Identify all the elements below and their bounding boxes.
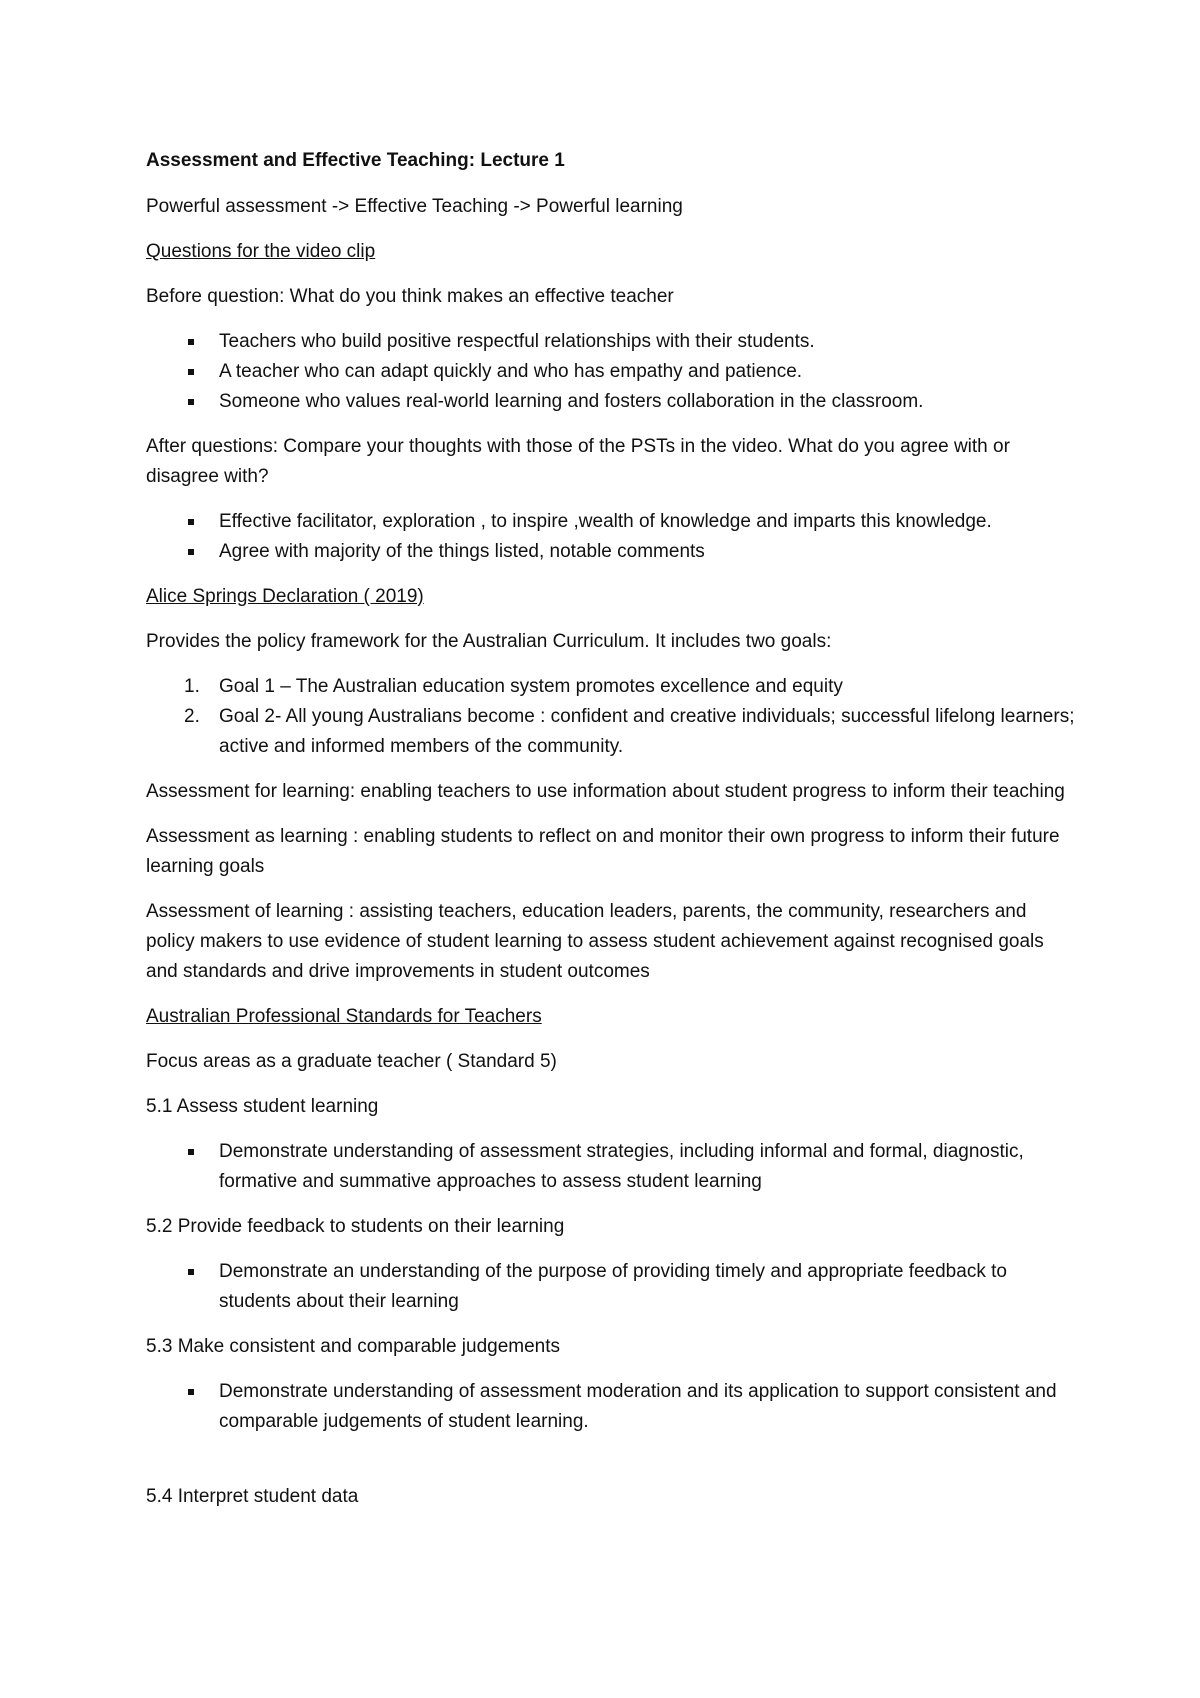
standard-5-1: 5.1 Assess student learning [146,1096,379,1117]
before-question: Before question: What do you think makes an effective teacher [146,286,674,307]
list-item: Teachers who build positive respectful relationships with their students. [146,327,1076,357]
assessment-as-learning: Assessment as learning : enabling students to reflect on and monitor their own progress to inform their future learning goals [146,826,1060,877]
after-question: After questions: Compare your thoughts with those of the PSTs in the video. What do you agree with or disagree with? [146,436,1010,487]
goal-text: Goal 1 – The Australian education system promotes excellence and equity [219,676,843,697]
standard-5-4: 5.4 Interpret student data [146,1486,359,1507]
heading-video-questions: Questions for the video clip [146,241,376,262]
before-question-list [146,327,1076,417]
heading-professional-standards: Australian Professional Standards for Teachers [146,1006,542,1027]
list-number: 1. [184,676,200,697]
standard-5-1-list [146,1137,1076,1197]
document-body [146,146,1076,1527]
alice-springs-text: Provides the policy framework for the Australian Curriculum. It includes two goals: [146,631,832,652]
list-item: Demonstrate understanding of assessment strategies, including informal and formal, diagnostic, formative and summative approaches to assess student learning [146,1137,1076,1197]
spacer [146,1452,1076,1482]
list-item [146,672,1076,702]
list-item: Agree with majority of the things listed, notable comments [146,537,1076,567]
list-item: Demonstrate an understanding of the purpose of providing timely and appropriate feedback to students about their learning [146,1257,1076,1317]
list-item: Effective facilitator, exploration , to inspire ,wealth of knowledge and imparts this knowledge. [146,507,1076,537]
heading-alice-springs: Alice Springs Declaration ( 2019) [146,586,424,607]
list-item [146,702,1076,762]
document-title: Assessment and Effective Teaching: Lecture 1 [146,150,565,171]
standard-5-3-list [146,1377,1076,1437]
list-number: 2. [184,706,200,727]
goal-text: Goal 2- All young Australians become : confident and creative individuals; successful lifelong learners; active and informed members of the community. [219,706,1075,757]
list-item: A teacher who can adapt quickly and who has empathy and patience. [146,357,1076,387]
after-question-list [146,507,1076,567]
assessment-flow-line: Powerful assessment -> Effective Teaching -> Powerful learning [146,196,683,217]
focus-areas: Focus areas as a graduate teacher ( Standard 5) [146,1051,557,1072]
list-item: Someone who values real-world learning and fosters collaboration in the classroom. [146,387,1076,417]
list-item: Demonstrate understanding of assessment moderation and its application to support consistent and comparable judgements of student learning. [146,1377,1076,1437]
assessment-for-learning: Assessment for learning: enabling teachers to use information about student progress to inform their teaching [146,781,1065,802]
standard-5-2: 5.2 Provide feedback to students on their learning [146,1216,565,1237]
goals-list [146,672,1076,762]
standard-5-3: 5.3 Make consistent and comparable judgements [146,1336,561,1357]
standard-5-2-list [146,1257,1076,1317]
assessment-of-learning: Assessment of learning : assisting teachers, education leaders, parents, the community, researchers and policy makers to use evidence of student learning to assess student achievement against recognised goals and standards and drive improvements in student outcomes [146,901,1044,982]
